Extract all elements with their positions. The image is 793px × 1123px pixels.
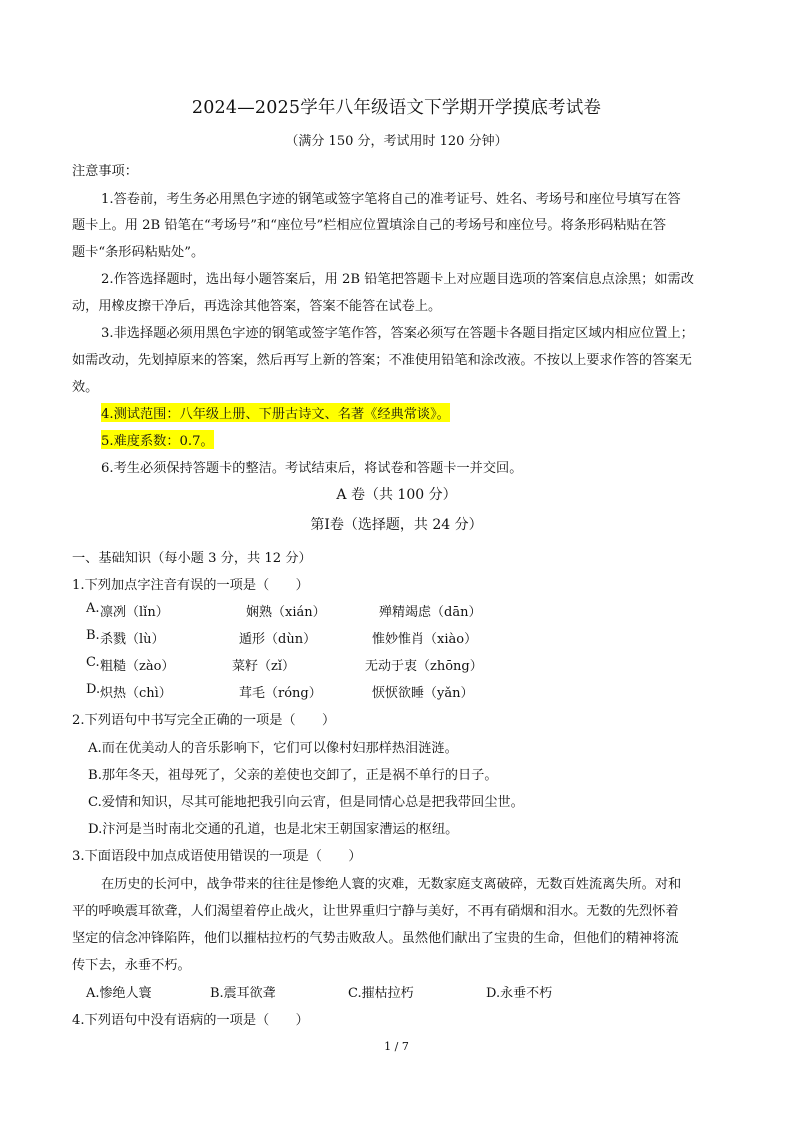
q2-option-a: A.而在优美动人的音乐影响下，它们可以像村妇那样热泪涟涟。	[88, 741, 458, 756]
q2-option-c: C.爱情和知识，尽其可能地把我引向云宵，但是同情心总是把我带回尘世。	[88, 795, 524, 810]
q1-d-word-2: 茸毛（róng）	[239, 686, 322, 701]
q1-c-word-2: 菜籽（zǐ）	[232, 659, 296, 674]
q1-b-word-1: 杀戮（lù）	[100, 632, 165, 647]
q1-d-word-3: 恹恹欲睡（yǎn）	[372, 686, 474, 701]
notice-1-line-2: 题卡上。用 2B 铅笔在“考场号”和“座位号”栏相应位置填涂自己的考场号和座位号。将条形码粘贴在答	[72, 218, 667, 233]
part-1-heading: 一、基础知识（每小题 3 分，共 12 分）	[72, 551, 312, 566]
q1-c-word-3: 无动于衷（zhōng）	[365, 659, 483, 674]
notice-3-line-1: 3.非选择题必须用黑色字迹的钢笔或签字笔作答，答案必须写在答题卡各题目指定区域内相应位置上；	[101, 326, 694, 341]
q1-c-label: C.	[86, 655, 100, 670]
q3-option-a: A.惨绝人寰	[86, 986, 152, 1001]
q1-a-word-2: 娴熟（xián）	[246, 605, 326, 620]
q3-passage-line-3: 坚定的信念冲锋陷阵，他们以摧枯拉朽的气势击败敌人。虽然他们献出了宝贵的生命，但他们的精神将流	[72, 931, 679, 946]
q1-a-word-1: 凛冽（lǐn）	[100, 605, 169, 620]
q3-option-d: D.永垂不朽	[486, 986, 553, 1001]
q1-d-word-1: 炽热（chì）	[100, 686, 172, 701]
page-number: 1 / 7	[384, 1040, 409, 1053]
notice-4-highlight: 4.测试范围：八年级上册、下册古诗文、名著《经典常谈》。	[101, 403, 450, 422]
question-1-stem: 1.下列加点字注音有误的一项是（ ）	[72, 578, 309, 593]
q2-option-b: B.那年冬天，祖母死了，父亲的差使也交卸了，正是祸不单行的日子。	[88, 768, 498, 783]
question-4-stem: 4.下列语句中没有语病的一项是（ ）	[72, 1013, 309, 1028]
notice-1-line-1: 1.答卷前，考生务必用黑色字迹的钢笔或签字笔将自己的准考证号、姓名、考场号和座位号填写在答	[101, 192, 681, 207]
question-2-stem: 2.下列语句中书写完全正确的一项是（ ）	[72, 713, 336, 728]
notice-6: 6.考生必须保持答题卡的整洁。考试结束后，将试卷和答题卡一并交回。	[101, 461, 523, 476]
notice-1-line-3: 题卡“条形码粘贴处”。	[72, 245, 205, 260]
notice-3-line-3: 效。	[72, 380, 99, 395]
q1-a-label: A.	[86, 601, 100, 616]
page-subtitle: （满分 150 分，考试用时 120 分钟）	[285, 134, 508, 149]
notice-2-line-1: 2.作答选择题时，选出每小题答案后，用 2B 铅笔把答题卡上对应题目选项的答案信息点涂黑；如需改	[101, 272, 694, 287]
section-a-heading: A 卷（共 100 分）	[336, 487, 457, 503]
q3-passage-line-1: 在历史的长河中，战争带来的往往是惨绝人寰的灾难，无数家庭支离破碎，无数百姓流离失所。对和	[101, 877, 682, 892]
notice-heading: 注意事项：	[72, 164, 138, 179]
q1-a-word-3: 殚精竭虑（dān）	[379, 605, 482, 620]
notice-3-line-2: 如需改动，先划掉原来的答案，然后再写上新的答案；不准使用铅笔和涂改液。不按以上要求作答的答案无	[72, 353, 692, 368]
q3-passage-line-2: 平的呼唤震耳欲聋，人们渴望着停止战火，让世界重归宁静与美好，不再有硝烟和泪水。无数的先烈怀着	[72, 904, 679, 919]
q1-b-word-2: 遁形（dùn）	[239, 632, 317, 647]
section-1-heading: 第Ⅰ卷（选择题，共 24 分）	[310, 517, 483, 533]
q3-option-b: B.震耳欲聋	[210, 986, 276, 1001]
q3-passage-line-4: 传下去，永垂不朽。	[72, 958, 191, 973]
notice-2-line-2: 动，用橡皮擦干净后，再选涂其他答案，答案不能答在试卷上。	[72, 299, 442, 314]
q2-option-d: D.汴河是当时南北交通的孔道，也是北宋王朝国家漕运的枢纽。	[88, 822, 459, 837]
q1-c-word-1: 粗糙（zào）	[100, 659, 175, 674]
notice-5-highlight: 5.难度系数：0.7。	[101, 430, 214, 449]
question-3-stem: 3.下面语段中加点成语使用错误的一项是（ ）	[72, 849, 362, 864]
page-title: 2024—2025学年八年级语文下学期开学摸底考试卷	[191, 98, 602, 118]
q3-option-c: C.摧枯拉朽	[348, 986, 414, 1001]
q1-d-label: D.	[86, 682, 101, 697]
q1-b-label: B.	[86, 628, 100, 643]
q1-b-word-3: 惟妙惟肖（xiào）	[372, 632, 478, 647]
